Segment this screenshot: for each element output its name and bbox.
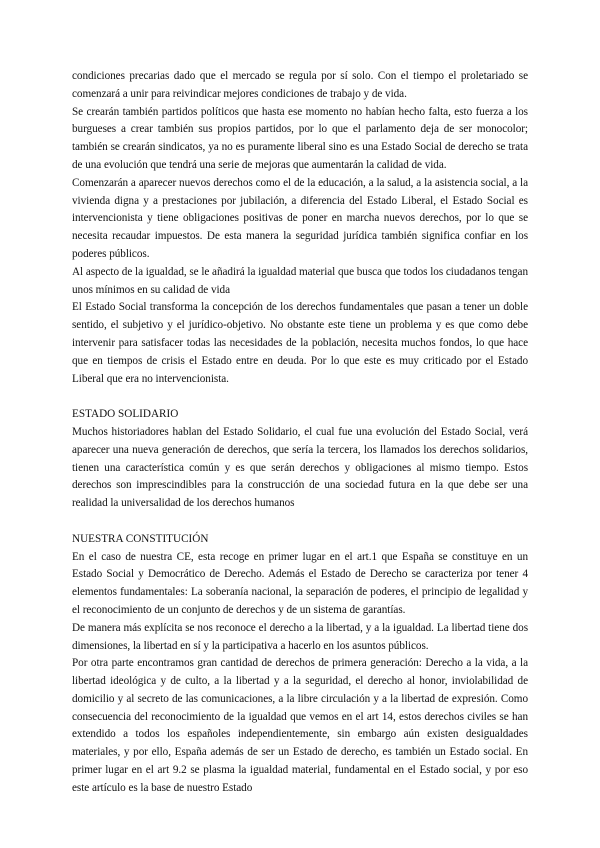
paragraph: Muchos historiadores hablan del Estado Solidario, el cual fue una evolución del Estado Social, verá aparecer una nueva generación de derechos, que sería la tercera, los llamados los derechos solidarios, tienen una característica común y es que serán derechos y obligaciones al mismo tiempo. Estos derechos son imprescindibles para la construcción de una sociedad futura en la que debe ser una realidad la universalidad de los derechos humanos	[72, 425, 528, 510]
paragraph: El Estado Social transforma la concepción de los derechos fundamentales que pasan a tener un doble sentido, el subjetivo y el jurídico-objetivo. No obstante este tiene un problema y es que como debe intervenir para satisfacer todas las necesidades de la población, necesita muchos fondos, lo que hace que en tiempos de crisis el Estado entre en deuda. Por lo que este es muy criticado por el Estado Liberal que era no intervencionista.	[72, 301, 528, 385]
section-heading-nuestra-constitucion: NUESTRA CONSTITUCIÓN	[72, 532, 209, 545]
paragraph: De manera más explícita se nos reconoce el derecho a la libertad, y a la igualdad. La libertad tiene dos dimensiones, la libertad en sí y la participativa a hacerlo en los asuntos públicos.	[72, 621, 528, 652]
paragraph: Comenzarán a aparecer nuevos derechos como el de la educación, a la salud, a la asistencia social, a la vivienda digna y a prestaciones por jubilación, a diferencia del Estado Liberal, el Estado Social es intervencionista y tiene obligaciones positivas de poner en marcha nuevos derechos, por lo que se necesita recaudar impuestos. De esta manera la seguridad jurídica también significa confiar en los poderes públicos.	[72, 176, 528, 260]
section-heading-estado-solidario: ESTADO SOLIDARIO	[72, 408, 179, 421]
paragraph: condiciones precarias dado que el mercado se regula por sí solo. Con el tiempo el proletariado se comenzará a unir para reivindicar mejores condiciones de trabajo y de vida.	[72, 70, 528, 100]
document-page	[72, 68, 528, 798]
paragraph: Por otra parte encontramos gran cantidad de derechos de primera generación: Derecho a la vida, a la libertad ideológica y de culto, a la libertad y a la seguridad, el derecho al honor, inviolabilidad de domicilio y al secreto de las comunicaciones, a la libre circulación y a la libertad de expresión. Como consecuencia del reconocimiento de la igualdad que vemos en el art 14, estos derechos civiles se han extendido a todos los españoles independientemente, sin embargo aún existen desigualdades materiales, y por ello, España además de ser un Estado de derecho, es también un Estado social. En primer lugar en el art 9.2 se plasma la igualdad material, fundamental en el Estado social, y por eso este artículo es la base de nuestro Estado	[72, 657, 528, 794]
paragraph: Al aspecto de la igualdad, se le añadirá la igualdad material que busca que todos los ciudadanos tengan unos mínimos en su calidad de vida	[72, 265, 528, 296]
paragraph: Se crearán también partidos políticos que hasta ese momento no habían hecho falta, esto fuerza a los burgueses a crear también sus propios partidos, por lo que el parlamento deja de ser monocolor; también se crearán sindicatos, ya no es puramente liberal sino es una Estado Social de derecho se trata de una evolución que tendrá una serie de mejoras que aumentarán la calidad de vida.	[72, 105, 528, 171]
paragraph: En el caso de nuestra CE, esta recoge en primer lugar en el art.1 que España se constituye en un Estado Social y Democrático de Derecho. Además el Estado de Derecho se caracteriza por tener 4 elementos fundamentales: La soberanía nacional, la separación de poderes, el principio de legalidad y el reconocimiento de un conjunto de derechos y de un sistema de garantías.	[72, 550, 528, 616]
